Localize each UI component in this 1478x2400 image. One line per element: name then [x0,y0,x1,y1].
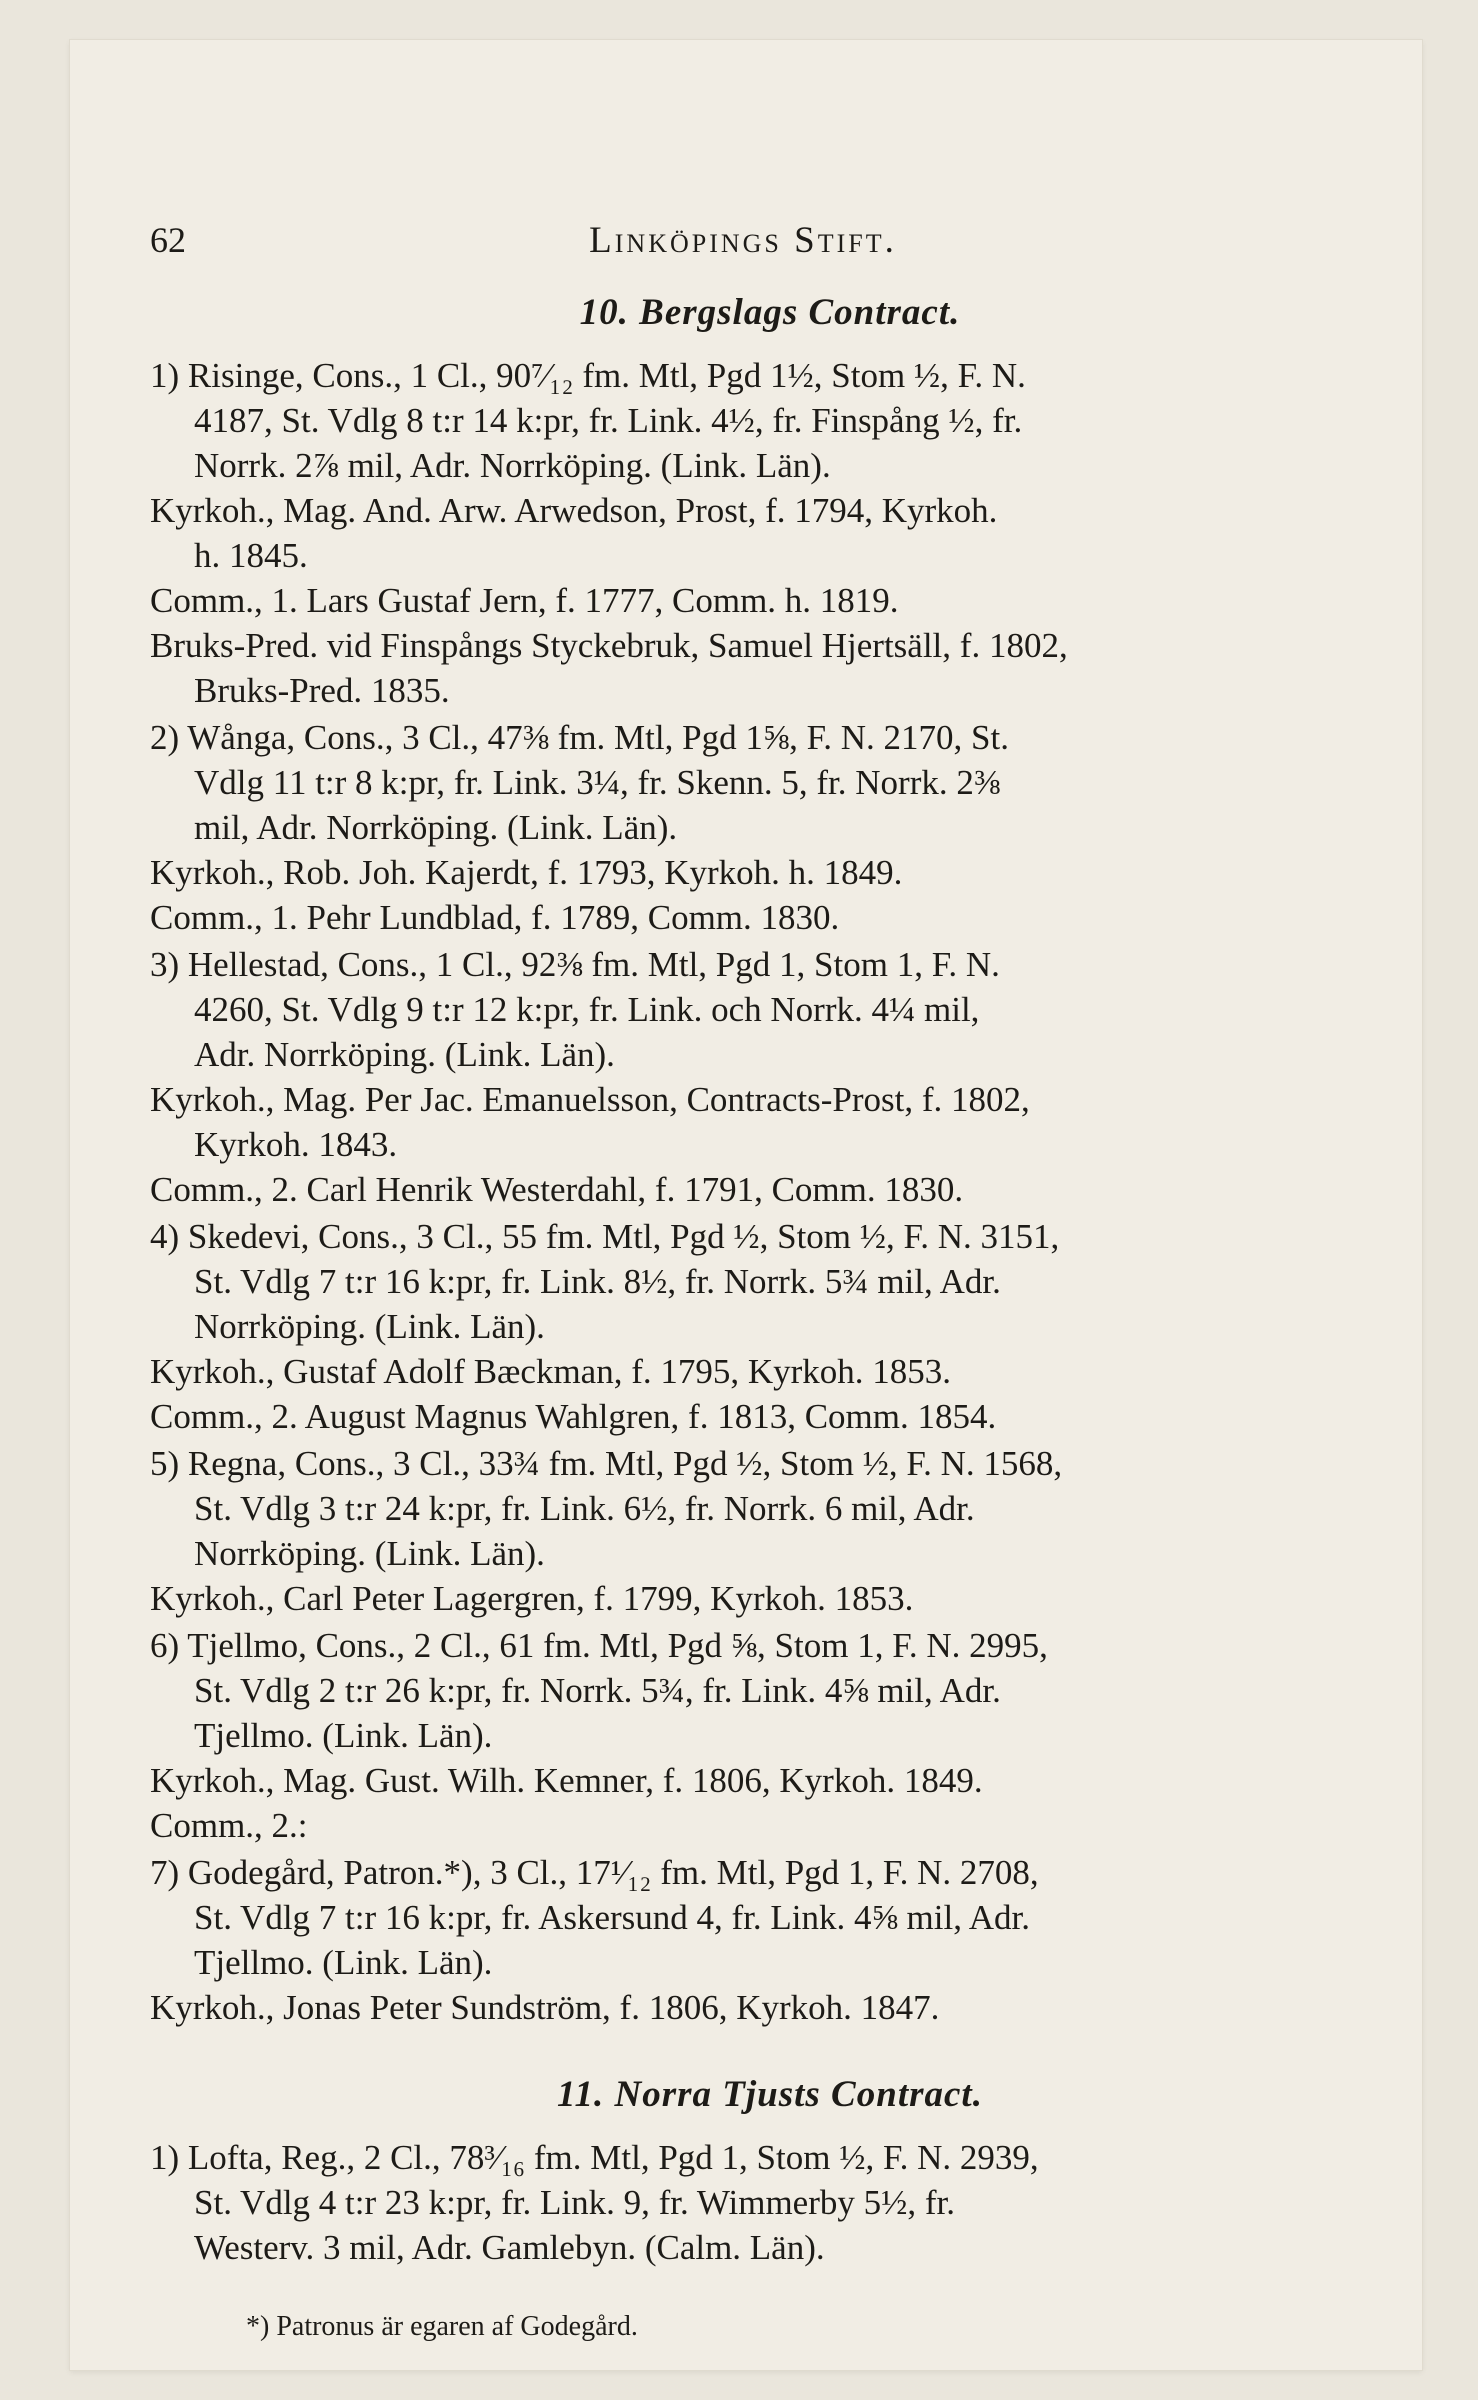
entry-line: 5) Regna, Cons., 3 Cl., 33¾ fm. Mtl, Pgd ½, Stom ½, F. N. 1568, [150,1444,1063,1483]
entry-line: 1) Lofta, Reg., 2 Cl., 78³⁄₁₆ fm. Mtl, Pgd 1, Stom ½, F. N. 2939, [150,2138,1039,2177]
section-norra-tjusts-contract [150,2072,1390,2270]
entry-line: Comm., 1. Pehr Lundblad, f. 1789, Comm. 1830. [150,898,840,937]
entry-line: Norrköping. (Link. Län). [194,1534,545,1573]
entry-line: Kyrkoh., Mag. Gust. Wilh. Kemner, f. 1806, Kyrkoh. 1849. [150,1761,983,1800]
page-header [150,218,1390,274]
entry-line: Comm., 2.: [150,1806,308,1845]
section-heading: 11. Norra Tjusts Contract. [557,2074,983,2115]
section-heading: 10. Bergslags Contract. [579,292,961,333]
entry-line: Comm., 1. Lars Gustaf Jern, f. 1777, Comm. h. 1819. [150,581,899,620]
entry-line: Kyrkoh., Mag. And. Arw. Arwedson, Prost, f. 1794, Kyrkoh. [150,491,998,530]
entry-line: Kyrkoh. 1843. [194,1125,398,1164]
footnote: *) Patronus är egaren af Godegård. [246,2311,638,2342]
entry-line: 4260, St. Vdlg 9 t:r 12 k:pr, fr. Link. och Norrk. 4¼ mil, [194,990,980,1029]
entry-line: Kyrkoh., Carl Peter Lagergren, f. 1799, Kyrkoh. 1853. [150,1579,914,1618]
entry-hellestad [150,942,1390,1212]
section-bergslags-contract [150,290,1390,2030]
entry-line: Kyrkoh., Gustaf Adolf Bæckman, f. 1795, Kyrkoh. 1853. [150,1352,952,1391]
entry-wanga [150,715,1390,940]
entry-line: St. Vdlg 4 t:r 23 k:pr, fr. Link. 9, fr. Wimmerby 5½, fr. [194,2183,955,2222]
entry-line: 2) Wånga, Cons., 3 Cl., 47⅜ fm. Mtl, Pgd 1⅝, F. N. 2170, St. [150,718,1009,757]
entry-line: Comm., 2. August Magnus Wahlgren, f. 1813, Comm. 1854. [150,1397,997,1436]
entry-line: 4187, St. Vdlg 8 t:r 14 k:pr, fr. Link. 4½, fr. Finspång ½, fr. [194,401,1023,440]
entry-line: Norrk. 2⅞ mil, Adr. Norrköping. (Link. Län). [194,446,831,485]
entry-line: 6) Tjellmo, Cons., 2 Cl., 61 fm. Mtl, Pgd ⅝, Stom 1, F. N. 2995, [150,1626,1048,1665]
entry-line: 4) Skedevi, Cons., 3 Cl., 55 fm. Mtl, Pgd ½, Stom ½, F. N. 3151, [150,1217,1060,1256]
entry-line: Adr. Norrköping. (Link. Län). [194,1035,615,1074]
entry-line: Tjellmo. (Link. Län). [194,1943,493,1982]
entry-risinge [150,353,1390,713]
entry-line: Comm., 2. Carl Henrik Westerdahl, f. 1791, Comm. 1830. [150,1170,964,1209]
entry-godegard [150,1850,1390,2030]
running-title: Linköpings Stift. [589,220,897,261]
entry-line: 7) Godegård, Patron.*), 3 Cl., 17¹⁄₁₂ fm. Mtl, Pgd 1, F. N. 2708, [150,1853,1039,1892]
entry-line: mil, Adr. Norrköping. (Link. Län). [194,808,678,847]
entry-line: 1) Risinge, Cons., 1 Cl., 90⁷⁄₁₂ fm. Mtl, Pgd 1½, Stom ½, F. N. [150,356,1026,395]
entry-line: St. Vdlg 2 t:r 26 k:pr, fr. Norrk. 5¾, fr. Link. 4⅝ mil, Adr. [194,1671,1001,1710]
entry-line: St. Vdlg 3 t:r 24 k:pr, fr. Link. 6½, fr. Norrk. 6 mil, Adr. [194,1489,975,1528]
entry-regna [150,1441,1390,1621]
entry-line: Vdlg 11 t:r 8 k:pr, fr. Link. 3¼, fr. Skenn. 5, fr. Norrk. 2⅜ [194,763,1001,802]
entry-line: Bruks-Pred. vid Finspångs Styckebruk, Samuel Hjertsäll, f. 1802, [150,626,1068,665]
document-page [150,218,1390,2344]
entry-line: Kyrkoh., Jonas Peter Sundström, f. 1806, Kyrkoh. 1847. [150,1988,940,2027]
entry-line: 3) Hellestad, Cons., 1 Cl., 92⅜ fm. Mtl, Pgd 1, Stom 1, F. N. [150,945,1000,984]
entry-line: Kyrkoh., Mag. Per Jac. Emanuelsson, Contracts-Prost, f. 1802, [150,1080,1030,1119]
page-number: 62 [150,220,186,260]
entry-line: Tjellmo. (Link. Län). [194,1716,493,1755]
entry-tjellmo [150,1623,1390,1848]
entry-line: Kyrkoh., Rob. Joh. Kajerdt, f. 1793, Kyrkoh. h. 1849. [150,853,903,892]
entry-line: Westerv. 3 mil, Adr. Gamlebyn. (Calm. Län). [194,2228,825,2267]
entry-line: Bruks-Pred. 1835. [194,671,450,710]
entry-lofta [150,2135,1390,2270]
entry-line: h. 1845. [194,536,308,575]
entry-skedevi [150,1214,1390,1439]
entry-line: Norrköping. (Link. Län). [194,1307,545,1346]
entry-line: St. Vdlg 7 t:r 16 k:pr, fr. Link. 8½, fr. Norrk. 5¾ mil, Adr. [194,1262,1001,1301]
entry-line: St. Vdlg 7 t:r 16 k:pr, fr. Askersund 4, fr. Link. 4⅝ mil, Adr. [194,1898,1031,1937]
